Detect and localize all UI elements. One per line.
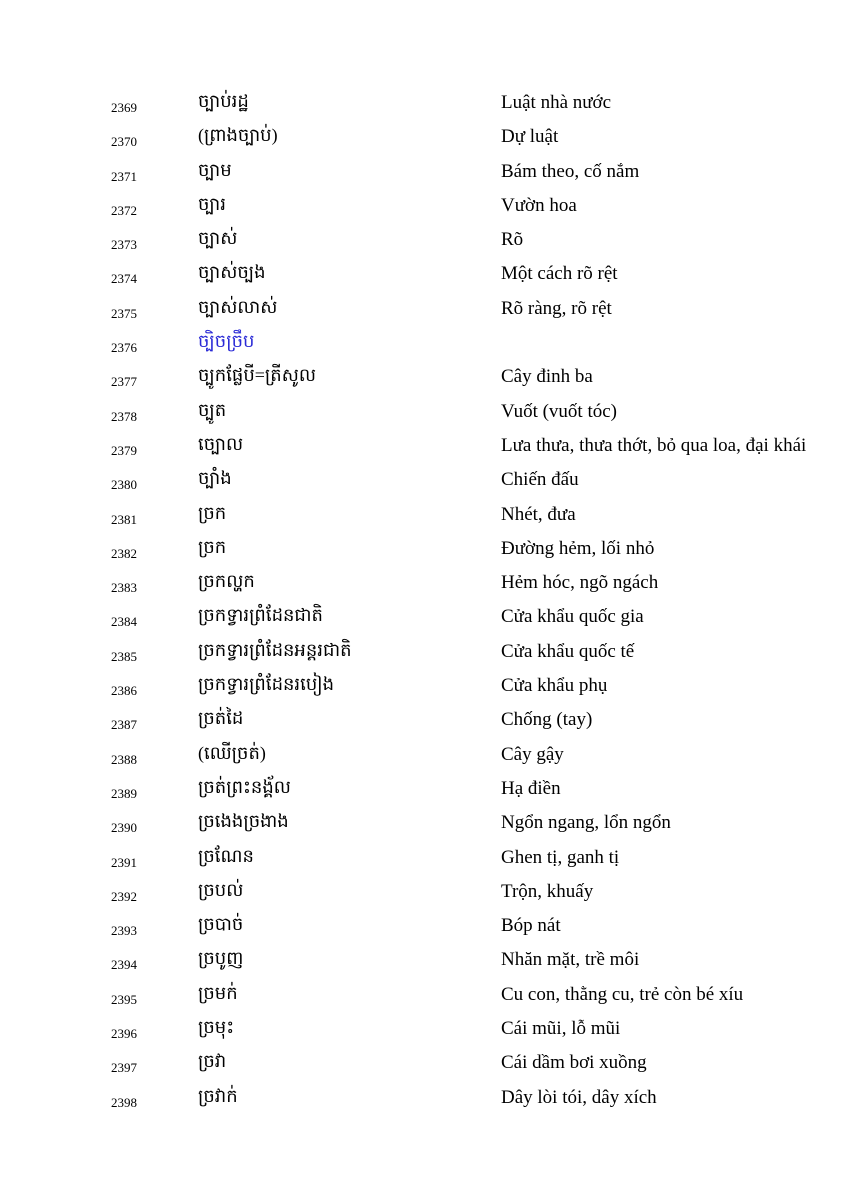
entry-khmer-term: ច្រមក់ — [198, 982, 238, 1003]
entry-khmer-term: ច្រក — [198, 536, 227, 557]
entry-row — [0, 189, 848, 223]
entry-khmer-term: ច្រកទ្វារព្រំដែនជាតិ — [198, 605, 323, 626]
entry-vietnamese-translation: Rõ — [501, 229, 524, 251]
entry-khmer-term: ច្បាស់ច្បង — [198, 262, 266, 283]
entry-khmer-term: ច្របល់ — [198, 879, 244, 900]
entry-khmer-term: ច្បាម — [198, 159, 232, 180]
entry-khmer-term: ច្រត់ព្រះនង្គ័ល — [198, 776, 291, 797]
entry-number: 2395 — [111, 991, 137, 1007]
entry-number: 2386 — [111, 683, 137, 699]
entry-number: 2396 — [111, 1026, 137, 1042]
entry-number: 2376 — [111, 340, 137, 356]
entry-row — [0, 806, 848, 840]
entry-number: 2374 — [111, 271, 137, 287]
entry-khmer-term: ច្បាប់រដ្ឋ — [198, 91, 249, 111]
entry-row — [0, 257, 848, 291]
entry-row — [0, 978, 848, 1012]
entry-vietnamese-translation: Bóp nát — [501, 915, 561, 937]
entry-khmer-term: ច្រវាក់ — [198, 1085, 238, 1106]
entry-khmer-term: ច្បោល — [198, 433, 244, 454]
entry-vietnamese-translation: Rõ ràng, rõ rệt — [501, 297, 612, 319]
entry-number: 2375 — [111, 305, 137, 321]
entry-number: 2398 — [111, 1094, 137, 1110]
entry-number: 2397 — [111, 1060, 137, 1076]
entry-khmer-term: ច្រត់ដៃ — [198, 708, 244, 729]
entry-khmer-term: ច្របូញ — [198, 948, 244, 969]
entry-number: 2391 — [111, 854, 137, 870]
entry-row — [0, 635, 848, 669]
entry-number: 2379 — [111, 442, 137, 458]
entry-khmer-term: ច្បាស់ — [198, 228, 238, 249]
entry-row — [0, 223, 848, 257]
entry-row — [0, 875, 848, 909]
entry-vietnamese-translation: Vườn hoa — [501, 194, 577, 216]
entry-khmer-term: (ព្រាងច្បាប់) — [198, 125, 278, 146]
entry-khmer-term: ច្រណែន — [198, 845, 254, 866]
entry-khmer-term: ច្រមុះ — [198, 1017, 235, 1038]
entry-row — [0, 86, 848, 120]
entry-khmer-term: ច្បាស់លាស់ — [198, 296, 278, 317]
entry-row — [0, 155, 848, 189]
entry-number: 2377 — [111, 374, 137, 390]
entry-number: 2390 — [111, 820, 137, 836]
entry-vietnamese-translation: Cửa khẩu quốc tế — [501, 640, 635, 662]
entry-vietnamese-translation: Cu con, thằng cu, trẻ còn bé xíu — [501, 983, 744, 1005]
entry-vietnamese-translation: Đường hẻm, lối nhỏ — [501, 537, 655, 559]
entry-number: 2370 — [111, 134, 137, 150]
entry-row — [0, 566, 848, 600]
entry-khmer-term: ច្រវា — [198, 1051, 227, 1072]
entry-vietnamese-translation: Cửa khẩu phụ — [501, 675, 608, 697]
entry-vietnamese-translation: Dây lòi tói, dây xích — [501, 1086, 657, 1108]
entry-row — [0, 909, 848, 943]
entry-number: 2392 — [111, 888, 137, 904]
entry-number: 2393 — [111, 923, 137, 939]
entry-row — [0, 292, 848, 326]
entry-row — [0, 669, 848, 703]
entry-khmer-term: ច្បាំង — [198, 468, 232, 489]
entry-number: 2384 — [111, 614, 137, 630]
entry-number: 2369 — [111, 100, 137, 115]
entry-vietnamese-translation: Ngổn ngang, lổn ngổn — [501, 812, 671, 834]
entry-row — [0, 463, 848, 497]
entry-vietnamese-translation: Hẻm hóc, ngõ ngách — [501, 572, 659, 594]
entry-vietnamese-translation: Hạ điền — [501, 777, 561, 799]
entry-khmer-term: ច្បិចច្រឹប — [198, 331, 255, 352]
entry-number: 2378 — [111, 408, 137, 424]
entry-number: 2372 — [111, 202, 137, 218]
entry-row — [0, 943, 848, 977]
entry-khmer-term: ច្បូកផ្លែបី=ត្រីសូល — [198, 365, 316, 386]
entry-khmer-term: ច្បារ — [198, 193, 226, 214]
entry-number: 2385 — [111, 648, 137, 664]
entry-khmer-term: (ឈើច្រត់) — [198, 742, 266, 763]
entry-row — [0, 1081, 848, 1115]
entry-vietnamese-translation: Cây gậy — [501, 743, 564, 765]
entry-vietnamese-translation: Chống (tay) — [501, 709, 593, 731]
entry-row — [0, 532, 848, 566]
entry-number: 2383 — [111, 580, 137, 596]
entry-khmer-term: ច្រងេងច្រងាង — [198, 811, 289, 832]
entry-number: 2382 — [111, 545, 137, 561]
entry-vietnamese-translation: Chiến đấu — [501, 469, 579, 491]
entry-row — [0, 429, 848, 463]
entry-khmer-term: ច្រកទ្វារព្រំដែនរបៀង — [198, 674, 335, 695]
entry-vietnamese-translation: Vuốt (vuốt tóc) — [501, 400, 618, 422]
entry-vietnamese-translation: Lưa thưa, thưa thớt, bỏ qua loa, đại khái — [501, 434, 807, 456]
entry-row — [0, 326, 848, 360]
entry-number: 2381 — [111, 511, 137, 527]
entry-number: 2373 — [111, 237, 137, 253]
entry-vietnamese-translation: Nhăn mặt, trề môi — [501, 949, 640, 971]
entry-row — [0, 703, 848, 737]
entry-vietnamese-translation: Bám theo, cố nắm — [501, 160, 640, 182]
entry-number: 2388 — [111, 751, 137, 767]
entry-vietnamese-translation: Ghen tị, ganh tị — [501, 846, 620, 868]
dictionary-entries — [0, 86, 848, 1115]
entry-number: 2380 — [111, 477, 137, 493]
entry-vietnamese-translation: Trộn, khuấy — [501, 880, 594, 902]
entry-row — [0, 360, 848, 394]
entry-row — [0, 1012, 848, 1046]
entry-number: 2371 — [111, 168, 137, 184]
entry-khmer-term: ច្បូត — [198, 399, 227, 420]
entry-vietnamese-translation: Cái mũi, lỗ mũi — [501, 1018, 621, 1040]
entry-row — [0, 738, 848, 772]
entry-khmer-term: ច្រកទ្វារព្រំដែនអន្តរជាតិ — [198, 639, 352, 660]
entry-row — [0, 498, 848, 532]
entry-khmer-term: ច្រកល្ហក — [198, 571, 255, 592]
entry-vietnamese-translation: Cái dầm bơi xuồng — [501, 1052, 647, 1074]
entry-vietnamese-translation: Dự luật — [501, 126, 559, 148]
entry-vietnamese-translation: Luật nhà nước — [501, 92, 612, 113]
entry-vietnamese-translation: Cửa khẩu quốc gia — [501, 606, 644, 628]
entry-row — [0, 841, 848, 875]
entry-vietnamese-translation: Cây đinh ba — [501, 366, 593, 388]
entry-row — [0, 395, 848, 429]
entry-khmer-term: ច្រក — [198, 502, 227, 523]
entry-row — [0, 600, 848, 634]
entry-vietnamese-translation: Một cách rõ rệt — [501, 263, 618, 285]
entry-row — [0, 120, 848, 154]
entry-number: 2387 — [111, 717, 137, 733]
entry-row — [0, 772, 848, 806]
entry-vietnamese-translation: Nhét, đưa — [501, 503, 576, 525]
entry-number: 2394 — [111, 957, 137, 973]
entry-row — [0, 1046, 848, 1080]
entry-khmer-term: ច្របាច់ — [198, 914, 244, 935]
entry-number: 2389 — [111, 785, 137, 801]
